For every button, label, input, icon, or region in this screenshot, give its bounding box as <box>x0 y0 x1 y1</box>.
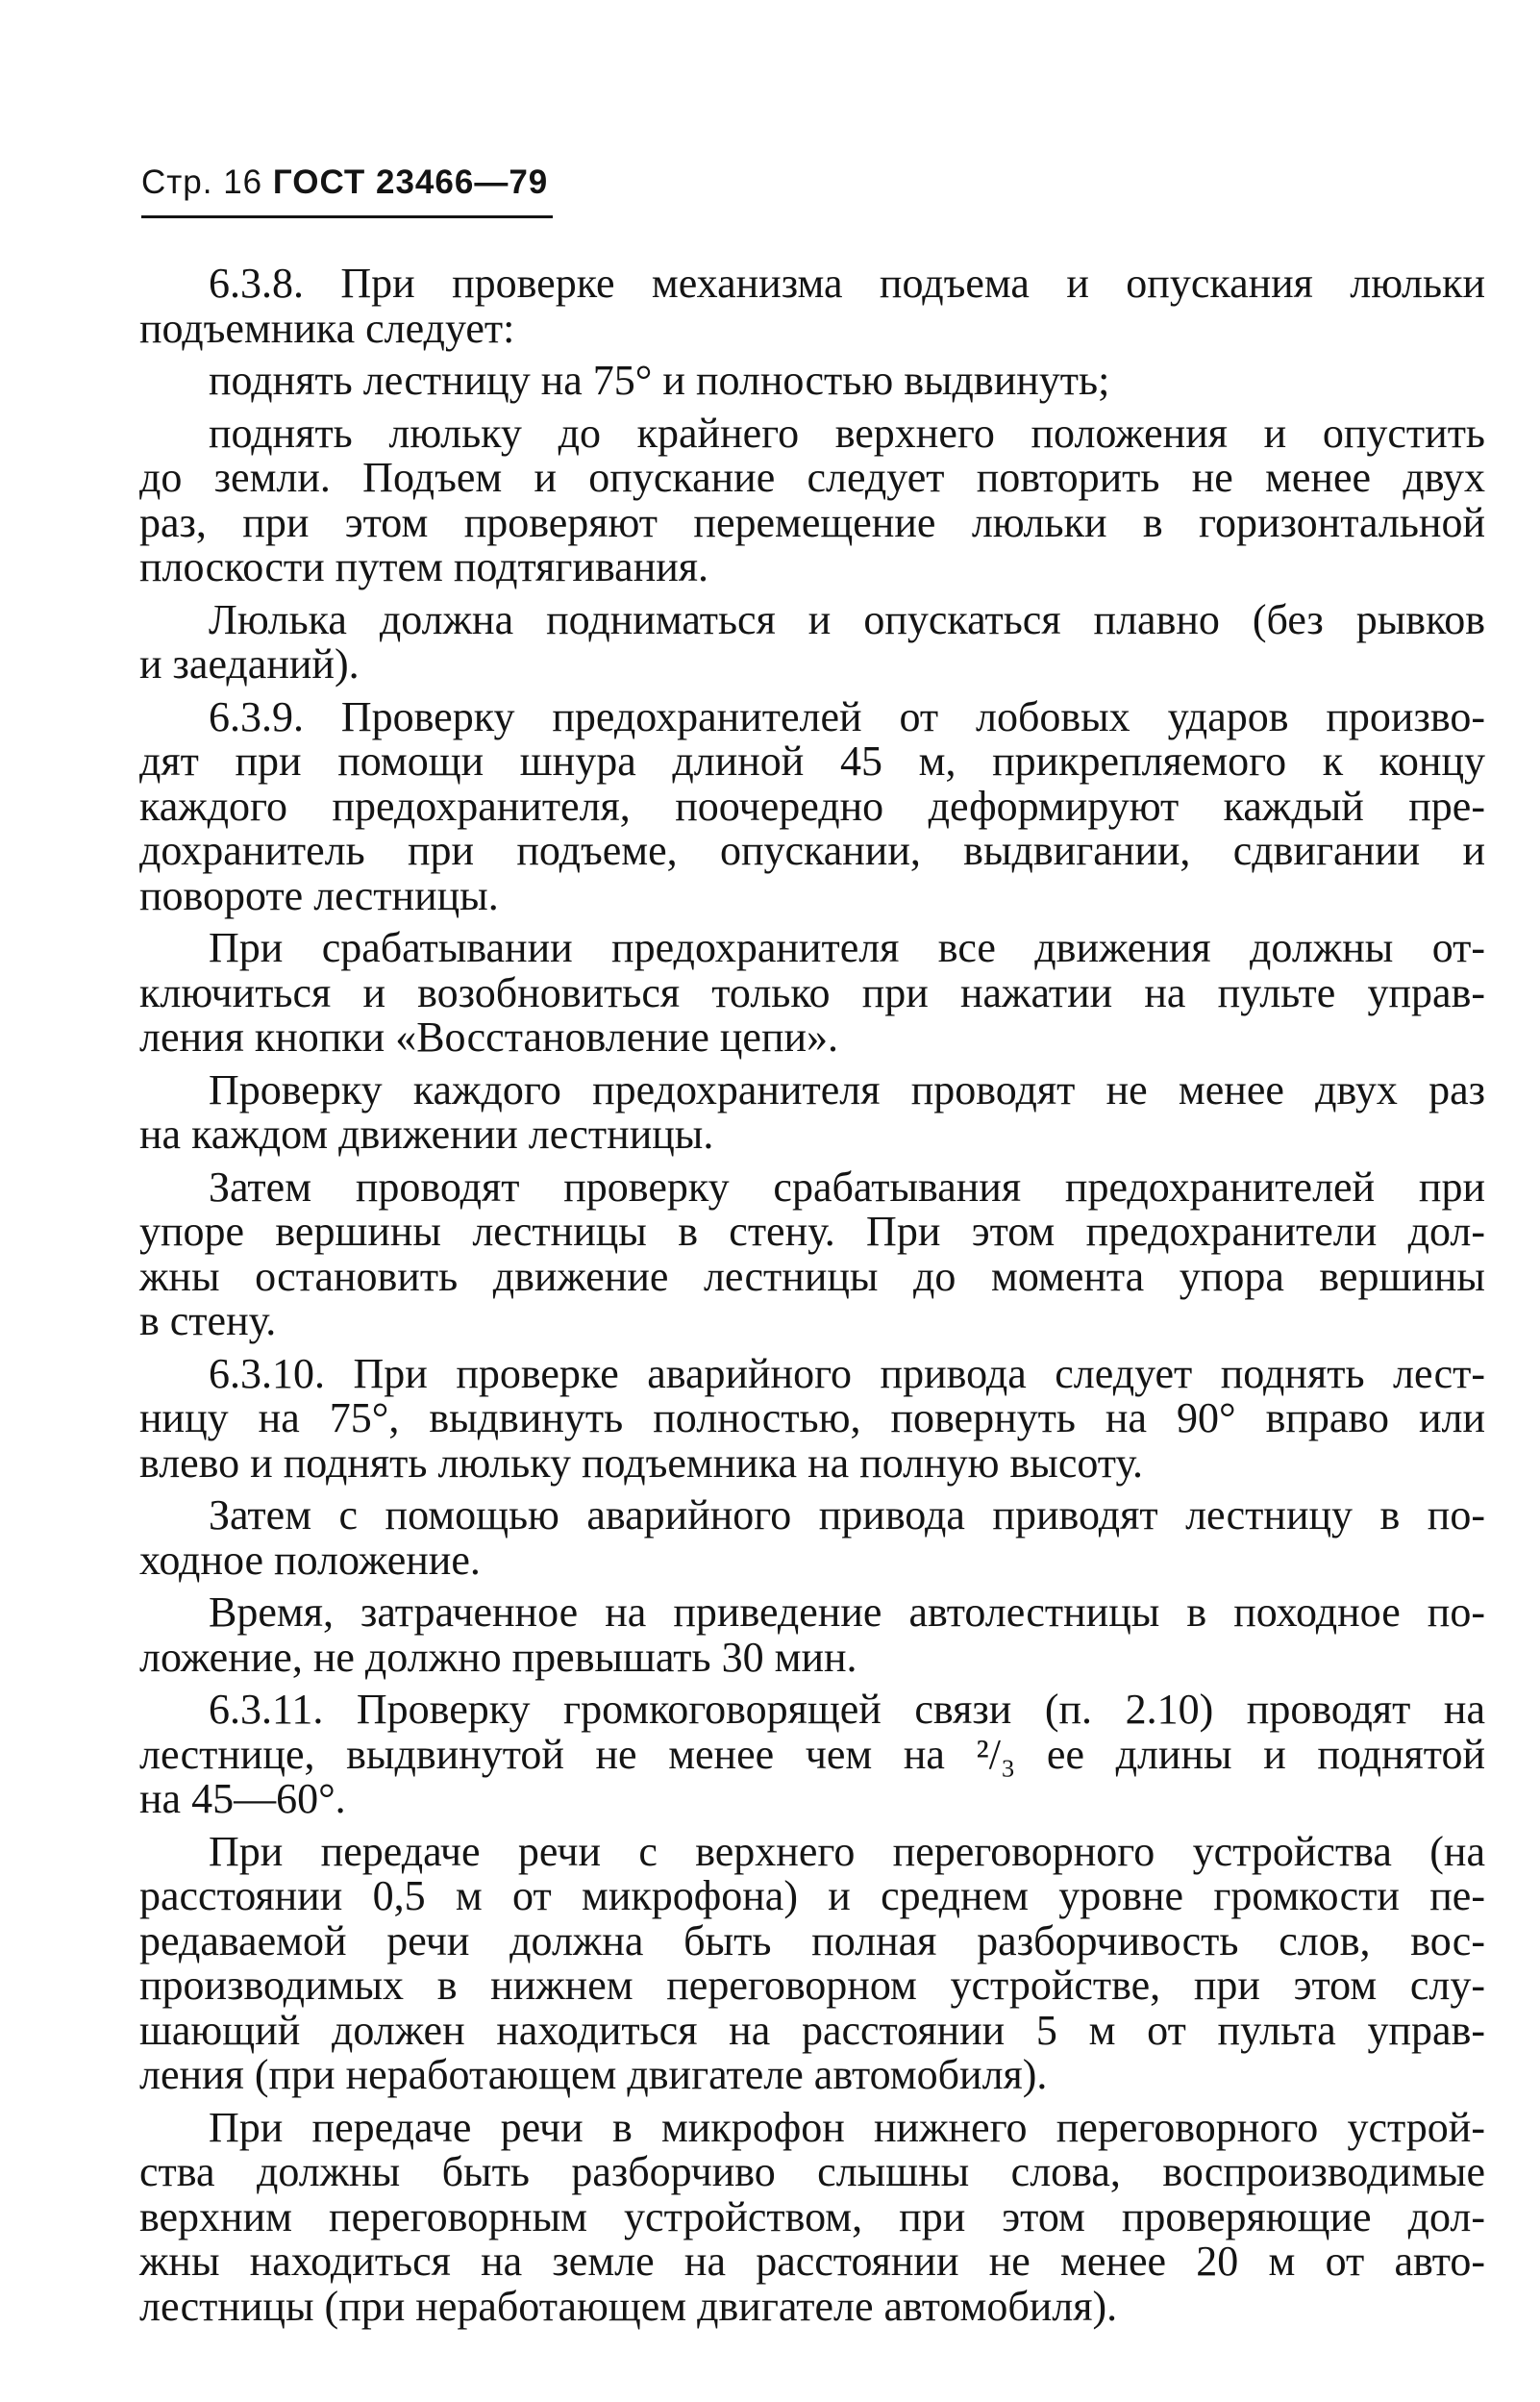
text-line: 6.3.11. Проверку громкоговорящей связи (п. 2.10) проводят на <box>209 1686 1485 1733</box>
text-line: При срабатывании предохранителя все движения должны от- <box>209 924 1485 971</box>
paragraph <box>139 926 1485 1061</box>
text-line: каждого предохранителя, поочередно деформируют каждый пре- <box>139 782 1485 830</box>
text-line: дят при помощи шнура длиной 45 м, прикрепляемого к концу <box>139 738 1485 785</box>
text-line: лестницы (при неработающем двигателе автомобиля). <box>139 2282 1118 2330</box>
text-line: лестнице, выдвинутой не менее чем на ²/₃ ее длины и поднятой <box>139 1730 1485 1778</box>
text-line: При передаче речи с верхнего переговорного устройства (на <box>209 1827 1485 1875</box>
text-line: Затем проводят проверку срабатывания предохранителей при <box>209 1163 1485 1211</box>
text-line: При передаче речи в микрофон нижнего переговорного устрой- <box>209 2103 1485 2151</box>
text-line: в стену. <box>139 1297 277 1344</box>
text-line: ключиться и возобновиться только при нажатии на пульте управ- <box>139 968 1485 1016</box>
text-line: ходное положение. <box>139 1536 481 1584</box>
text-line: поднять люльку до крайнего верхнего положения и опустить <box>209 409 1485 457</box>
text-line: дохранитель при подъеме, опускании, выдвигании, сдвигании и <box>139 827 1485 874</box>
text-line: 6.3.10. При проверке аварийного привода следует поднять лест- <box>209 1349 1485 1397</box>
paragraph <box>139 409 1485 590</box>
text-line: раз, при этом проверяют перемещение люльки в горизонтальной <box>139 498 1485 546</box>
text-line: редаваемой речи должна быть полная разборчивость слов, вос- <box>139 1916 1485 1964</box>
paragraph <box>139 1493 1485 1583</box>
text-line: Проверку каждого предохранителя проводят не менее двух раз <box>209 1065 1485 1113</box>
paragraph <box>139 359 1485 404</box>
text-line: плоскости путем подтягивания. <box>139 543 709 590</box>
text-line: верхним переговорным устройством, при этом проверяющие дол- <box>139 2192 1485 2240</box>
text-line: до земли. Подъем и опускание следует повторить не менее двух <box>139 454 1485 501</box>
paragraph <box>139 1688 1485 1822</box>
paragraph <box>139 1590 1485 1680</box>
text-line: влево и поднять люльку подъемника на полную высоту. <box>139 1439 1144 1487</box>
text-line: шающий должен находиться на расстоянии 5 м от пульта управ- <box>139 2006 1485 2054</box>
text-line: Люлька должна подниматься и опускаться плавно (без рывков <box>209 595 1485 643</box>
text-line: ства должны быть разборчиво слышны слова, воспроизводимые <box>139 2148 1485 2195</box>
text-line: на 45—60°. <box>139 1775 346 1822</box>
text-line: поднять лестницу на 75° и полностью выдвинуть; <box>209 357 1110 404</box>
paragraph <box>139 1349 1485 1487</box>
paragraph <box>139 595 1485 688</box>
text-line: и заеданий). <box>139 640 360 688</box>
text-line: ложение, не должно превышать 30 мин. <box>139 1633 857 1681</box>
text-line: повороте лестницы. <box>139 871 499 919</box>
text-line: ления кнопки «Восстановление цепи». <box>139 1013 839 1061</box>
document-body <box>139 262 1485 2337</box>
standard-designation: ГОСТ 23466—79 <box>272 163 549 201</box>
text-line: ления (при неработающем двигателе автомобиля). <box>139 2051 1048 2098</box>
text-line: жны находиться на земле на расстоянии не менее 20 м от авто- <box>139 2238 1485 2285</box>
paragraph <box>139 1065 1485 1158</box>
paragraph <box>139 692 1485 919</box>
text-line: производимых в нижнем переговорном устройстве, при этом слу- <box>139 1962 1485 2009</box>
text-line: 6.3.8. При проверке механизма подъема и опускания люльки <box>209 260 1485 307</box>
text-line: упоре вершины лестницы в стену. При этом предохранители дол- <box>139 1208 1485 1255</box>
header-divider <box>141 215 553 218</box>
text-line: жны остановить движение лестницы до момента упора вершины <box>139 1252 1485 1300</box>
paragraph <box>139 2103 1485 2330</box>
text-line: ницу на 75°, выдвинуть полностью, повернуть на 90° вправо или <box>139 1394 1485 1441</box>
text-line: Время, затраченное на приведение автолестницы в походное по- <box>209 1589 1485 1636</box>
page-number: Стр. 16 <box>141 163 263 201</box>
paragraph <box>139 262 1485 351</box>
text-line: подъемника следует: <box>139 304 515 352</box>
text-line: на каждом движении лестницы. <box>139 1111 714 1158</box>
text-line: Затем с помощью аварийного привода приводят лестницу в по- <box>209 1491 1485 1539</box>
page-header <box>141 163 548 202</box>
paragraph <box>139 1165 1485 1344</box>
text-line: 6.3.9. Проверку предохранителей от лобовых ударов произво- <box>209 692 1485 740</box>
paragraph <box>139 1827 1485 2098</box>
text-line: расстоянии 0,5 м от микрофона) и среднем уровне громкости пе- <box>139 1872 1485 1919</box>
